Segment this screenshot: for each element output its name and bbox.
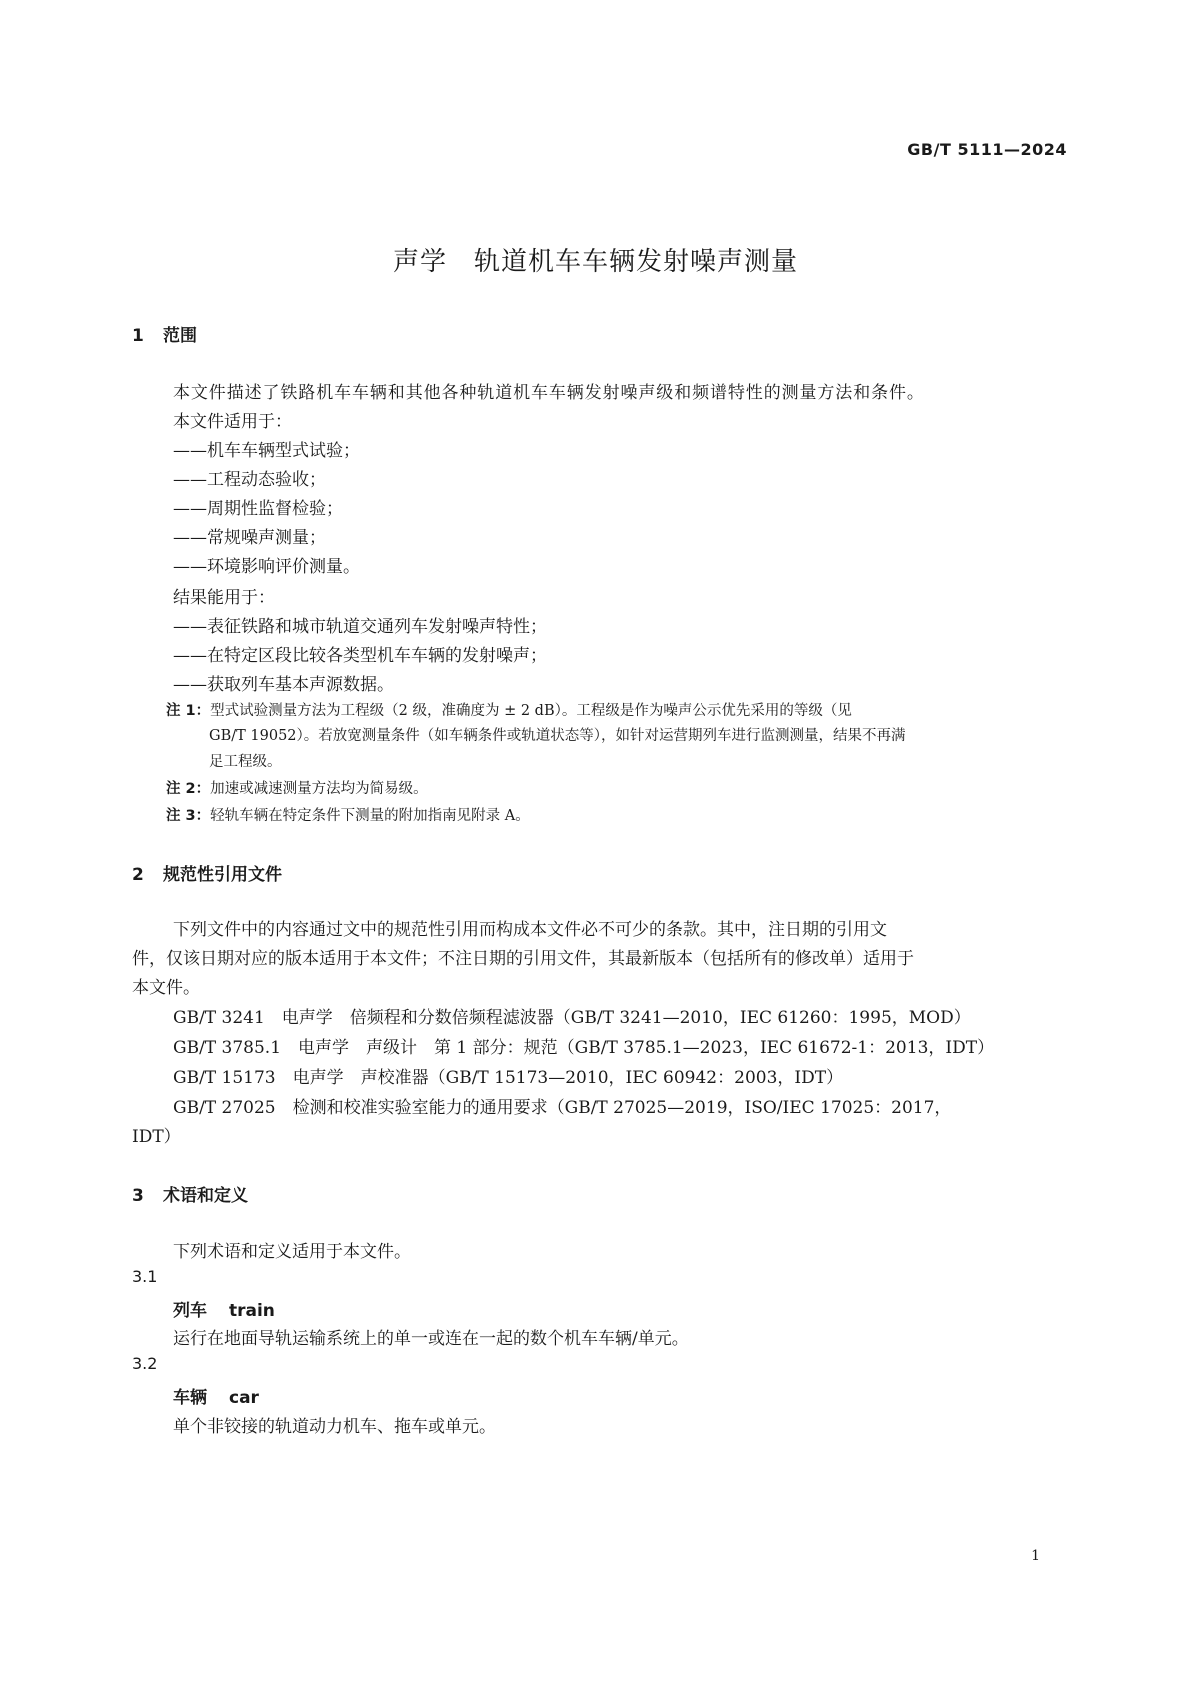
normative-intro-line-3: 本文件。 <box>132 978 200 998</box>
list-item: ——机车车辆型式试验； <box>173 441 360 461</box>
normative-intro-line-2: 件，仅该日期对应的版本适用于本文件；不注日期的引用文件，其最新版本（包括所有的修改单）适用于 <box>132 949 914 969</box>
list-item: ——环境影响评价测量。 <box>173 557 360 577</box>
reference-item: GB/T 3241 电声学 倍频程和分数倍频程滤波器（GB/T 3241—2010，IEC 61260：1995，MOD） <box>173 1008 971 1028</box>
scope-paragraph-2: 本文件适用于： <box>173 412 292 432</box>
note-label: 注 2： <box>166 781 211 797</box>
standard-code: GB/T 5111—2024 <box>907 140 1067 159</box>
term-en: train <box>229 1301 275 1321</box>
list-item: ——工程动态验收； <box>173 470 326 490</box>
section-3-heading <box>132 1181 248 1206</box>
list-item: ——周期性监督检验； <box>173 499 343 519</box>
note-1 <box>166 699 852 720</box>
section-1-heading <box>132 321 197 346</box>
list-item: ——常规噪声测量； <box>173 528 326 548</box>
term-number: 3.1 <box>132 1267 158 1286</box>
note-text: 轻轨车辆在特定条件下测量的附加指南见附录 A。 <box>210 808 530 824</box>
reference-item: GB/T 15173 电声学 声校准器（GB/T 15173—2010，IEC 60942：2003，IDT） <box>173 1068 844 1088</box>
term-heading <box>173 1296 275 1321</box>
section-number: 3 <box>132 1186 144 1206</box>
note-text: 加速或减速测量方法均为简易级。 <box>210 781 428 797</box>
note-label: 注 1： <box>166 703 211 719</box>
list-item: ——获取列车基本声源数据。 <box>173 675 394 695</box>
term-number: 3.2 <box>132 1354 158 1373</box>
reference-item: GB/T 3785.1 电声学 声级计 第 1 部分：规范（GB/T 3785.1—2023，IEC 61672-1：2013，IDT） <box>173 1038 995 1058</box>
note-1-line-3: 足工程级。 <box>209 754 282 770</box>
note-label: 注 3： <box>166 808 211 824</box>
note-3 <box>166 804 530 825</box>
terms-intro: 下列术语和定义适用于本文件。 <box>173 1242 411 1262</box>
scope-paragraph-3: 结果能用于： <box>173 588 275 608</box>
section-title: 术语和定义 <box>163 1186 248 1206</box>
section-number: 2 <box>132 865 144 885</box>
note-text: 型式试验测量方法为工程级（2 级，准确度为 ± 2 dB）。工程级是作为噪声公示优先采用的等级（见 <box>210 703 852 719</box>
reference-item-continuation: IDT） <box>132 1127 181 1147</box>
reference-item: GB/T 27025 检测和校准实验室能力的通用要求（GB/T 27025—2019，ISO/IEC 17025：2017， <box>173 1098 952 1118</box>
term-heading <box>173 1383 259 1408</box>
term-definition: 单个非铰接的轨道动力机车、拖车或单元。 <box>173 1417 496 1437</box>
section-title: 规范性引用文件 <box>163 865 282 885</box>
note-2 <box>166 777 428 798</box>
section-number: 1 <box>132 326 144 346</box>
term-definition: 运行在地面导轨运输系统上的单一或连在一起的数个机车车辆/单元。 <box>173 1329 689 1349</box>
scope-paragraph-1: 本文件描述了铁路机车车辆和其他各种轨道机车车辆发射噪声级和频谱特性的测量方法和条件。 <box>173 383 925 403</box>
list-item: ——表征铁路和城市轨道交通列车发射噪声特性； <box>173 617 547 637</box>
term-en: car <box>229 1388 259 1408</box>
term-zh: 车辆 <box>173 1388 207 1408</box>
list-item: ——在特定区段比较各类型机车车辆的发射噪声； <box>173 646 547 666</box>
note-1-line-2: GB/T 19052）。若放宽测量条件（如车辆条件或轨道状态等），如针对运营期列车进行监测测量，结果不再满 <box>209 728 906 744</box>
section-title: 范围 <box>163 326 197 346</box>
normative-intro-line-1: 下列文件中的内容通过文中的规范性引用而构成本文件必不可少的条款。其中，注日期的引用文 <box>173 920 887 940</box>
section-2-heading <box>132 860 282 885</box>
page-number: 1 <box>1031 1548 1040 1564</box>
document-title: 声学 轨道机车车辆发射噪声测量 <box>392 247 798 277</box>
term-zh: 列车 <box>173 1301 207 1321</box>
